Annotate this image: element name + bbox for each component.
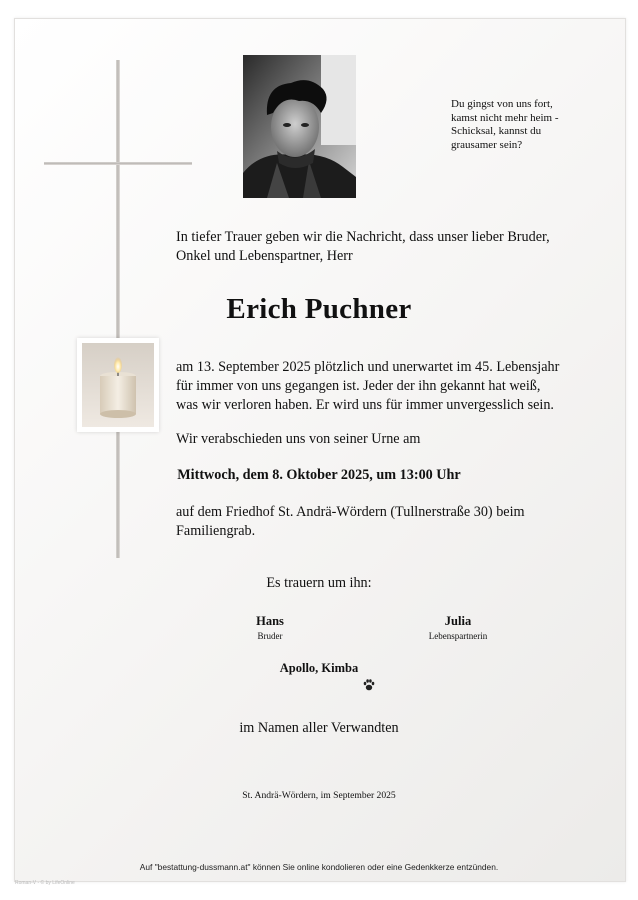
condolence-footer-note: Auf "bestattung-dussmann.at" können Sie online kondolieren oder eine Gedenkkerze entzünden. bbox=[139, 862, 499, 872]
mourner-relation: Bruder bbox=[257, 631, 283, 641]
deceased-name: Erich Puchner bbox=[226, 293, 412, 325]
death-line-1: am 13. September 2025 plötzlich und unerwartet im 45. Lebensjahr bbox=[176, 359, 560, 375]
intro-line-1: In tiefer Trauer geben wir die Nachricht, dass unser lieber Bruder, bbox=[176, 229, 550, 245]
candle-image bbox=[77, 338, 159, 432]
design-credit: Roman-V - © by LifeOnline bbox=[15, 880, 75, 886]
paw-icon bbox=[362, 678, 376, 692]
location-line-2: Familiengrab. bbox=[176, 523, 256, 539]
mourner-name: Julia bbox=[444, 614, 472, 628]
mourners-heading: Es trauern um ihn: bbox=[266, 575, 372, 591]
place-and-date: St. Andrä-Wördern, im September 2025 bbox=[242, 790, 396, 801]
mourner-relation: Lebenspartnerin bbox=[428, 631, 488, 641]
location-line-1: auf dem Friedhof St. Andrä-Wördern (Tullnerstraße 30) beim bbox=[176, 504, 525, 520]
death-line-2: für immer von uns gegangen ist. Jeder der ihn gekannt hat weiß, bbox=[176, 378, 541, 394]
death-line-3: was wir verloren haben. Er wird uns für immer unvergesslich sein. bbox=[176, 397, 554, 413]
ceremony-location bbox=[176, 503, 525, 541]
ceremony-date: Mittwoch, dem 8. Oktober 2025, um 13:00 Uhr bbox=[177, 467, 461, 483]
farewell-intro: Wir verabschieden uns von seiner Urne am bbox=[176, 431, 421, 447]
cross-horizontal-beam bbox=[44, 162, 192, 165]
mourner-hans bbox=[220, 614, 320, 641]
memorial-quote: Du gingst von uns fort, kamst nicht mehr heim - Schicksal, kannst du grausamer sein? bbox=[451, 98, 559, 151]
on-behalf-line: im Namen aller Verwandten bbox=[239, 720, 399, 736]
mourner-julia bbox=[408, 614, 508, 641]
pets-names: Apollo, Kimba bbox=[279, 661, 359, 675]
intro-text bbox=[176, 228, 550, 266]
portrait-photo bbox=[243, 55, 356, 198]
portrait-image bbox=[243, 55, 356, 198]
mourner-name: Hans bbox=[256, 614, 284, 628]
death-announcement bbox=[176, 358, 559, 415]
candle-icon bbox=[77, 338, 159, 432]
intro-line-2: Onkel und Lebenspartner, Herr bbox=[176, 248, 353, 264]
